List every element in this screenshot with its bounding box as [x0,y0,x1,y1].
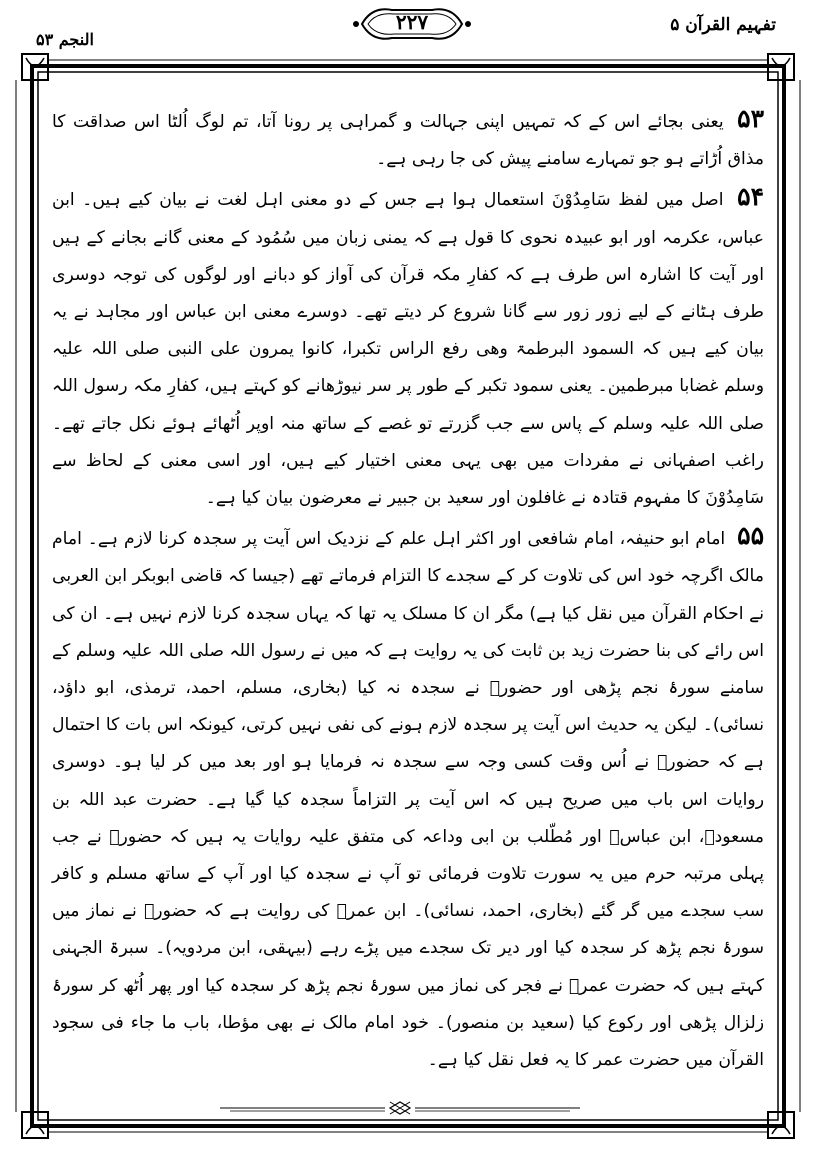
note-number: ۵۵ [737,521,764,551]
page-number-cartouche [352,4,472,44]
divider-ornament [220,1100,580,1116]
note-55 [52,517,764,1079]
note-text: یعنی بجائے اس کے کہ تمہیں اپنی جہالت و گمراہی پر رونا آتا، تم لوگ اُلٹا اس صداقت کا مذاق اُڑاتے ہو جو تمہارے سامنے پیش کی جا رہی ہے۔ [52,112,764,170]
footer-ornament [220,1100,580,1116]
note-number: ۵۳ [737,104,764,133]
commentary-body [52,100,764,1079]
surah-reference: النجم ۵۳ [36,30,94,49]
note-54 [52,178,764,517]
note-number: ۵۴ [737,182,764,212]
note-text: امام ابو حنیفہ، امام شافعی اور اکثر اہل علم کے نزدیک اس آیت پر سجدہ کرنا لازم ہے۔ امام مالک اگرچہ خود اس کی تلاوت کر کے سجدے کا التزام فرماتے تھے (جیسا کہ قاضی ابوبکر ابن العربی نے احکام القرآن میں نقل کیا ہے) مگر ان کا مسلک یہ تھا کہ یہاں سجدہ کرنا لازم نہیں ہے۔ ان کی اس رائے کی بنا حضرت زید بن ثابت کی یہ روایت ہے کہ میں نے رسول اللہ صلی اللہ علیہ وسلم کے سامنے سورۂ نجم پڑھی اور حضورؐ نے سجدہ نہ کیا (بخاری، مسلم، احمد، ترمذی، ابو داؤد، نسائی)۔ لیکن یہ حدیث اس آیت پر سجدہ لازم ہونے کی نفی نہیں کرتی، کیونکہ اس بات کا احتمال ہے کہ حضورؐ نے اُس وقت کسی وجہ سے سجدہ نہ فرمایا ہو اور بعد میں کر لیا ہو۔ دوسری روایات اس باب میں صریح ہیں کہ اس آیت پر التزاماً سجدہ کیا گیا ہے۔ حضرت عبد اللہ بن مسعودؓ، ابن عباسؓ اور مُطّلب بن ابی وداعہ کی متفق علیہ روایات یہ ہیں کہ حضورؐ نے جب پہلی مرتبہ حرم میں یہ سورت تلاوت فرمائی تو آپ نے سجدہ کیا اور آپ کے ساتھ مسلم و کافر سب سجدے میں گر گئے (بخاری، احمد، نسائی)۔ ابن عمرؓ کی روایت ہے کہ حضورؐ نے نماز میں سورۂ نجم پڑھ کر سجدہ کیا اور دیر تک سجدے میں پڑے رہے (بیہقی، ابن مردویہ)۔ سبرۃ الجہنی کہتے ہیں کہ حضرت عمرؓ نے فجر کی نماز میں سورۂ نجم پڑھ کر سجدہ کیا اور پھر اُٹھ کر سورۂ زلزال پڑھی اور رکوع کیا (سعید بن منصور)۔ خود امام مالک نے بھی مؤطا، باب ما جاء فی سجود القرآن میں حضرت عمر کا یہ فعل نقل کیا ہے۔ [52,529,764,1071]
book-title: تفہیم القرآن ۵ [670,15,776,35]
note-text: اصل میں لفظ سَامِدُوْنَ استعمال ہوا ہے جس کے دو معنی اہل لغت نے بیان کیے ہیں۔ ابن عباس، عکرمہ اور ابو عبیدہ نحوی کا قول ہے کہ یمنی زبان میں سُمُود کے معنی گانے بجانے کے ہیں اور آیت کا اشارہ اس طرف ہے کہ کفارِ مکہ قرآن کی آواز کو دبانے اور لوگوں کی توجہ دوسری طرف ہٹانے کے لیے زور زور سے گانا شروع کر دیتے تھے۔ دوسرے معنی ابن عباس اور مجاہد نے یہ بیان کیے ہیں کہ السمود البرطمۃ وھی رفع الراس تکبرا، کانوا یمرون علی النبی صلی اللہ علیہ وسلم غضابا مبرطمین۔ یعنی سمود تکبر کے طور پر سر نیوڑھانے کو کہتے ہیں، کفارِ مکہ رسول اللہ صلی اللہ علیہ وسلم کے پاس سے جب گزرتے تو غصے کے ساتھ منہ اوپر اُٹھائے ہوئے نکل جاتے تھے۔ راغب اصفہانی نے مفردات میں بھی یہی معنی اختیار کیے ہیں، اور اسی معنی کے لحاظ سے سَامِدُوْنَ کا مفہوم قتادہ نے غافلون اور سعید بن جبیر نے معرضون بیان کیا ہے۔ [52,190,764,509]
note-53 [52,100,764,178]
page-number: ۲۲۷ [395,10,429,34]
